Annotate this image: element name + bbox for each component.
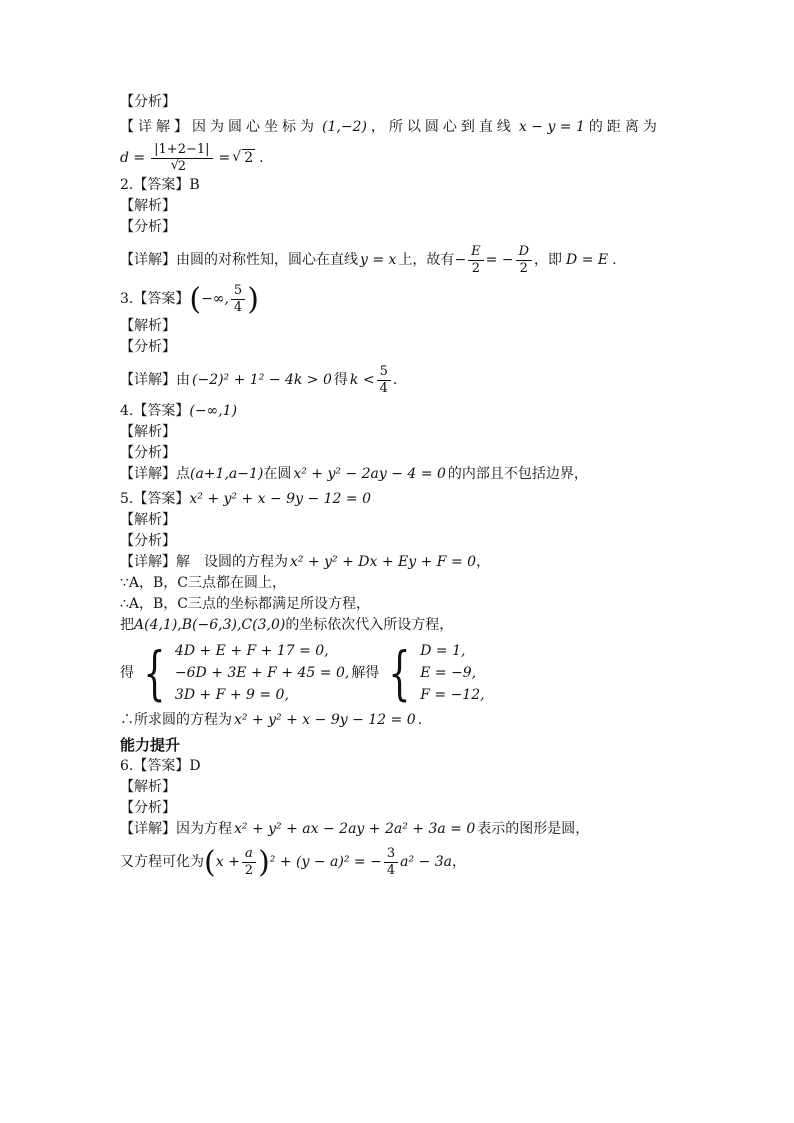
text-line <box>120 422 680 443</box>
answer-label: 3.【答案】 <box>120 291 190 307</box>
math: x² + y² + Dx + Ey + F = 0 <box>290 554 477 570</box>
label-solution: 【解析】 <box>120 424 176 440</box>
brace: { <box>143 639 166 707</box>
math: A(4,1),B(−6,3),C(3,0) <box>134 617 286 633</box>
text: 的距离为 <box>588 119 661 135</box>
numerator: |1+2−1| <box>151 142 212 159</box>
text-line <box>120 756 680 777</box>
text-line <box>120 316 680 337</box>
text: . <box>612 252 617 268</box>
text: 【详解】由 <box>120 372 190 388</box>
math: − <box>454 252 467 268</box>
section-title: 能力提升 <box>120 736 181 754</box>
label-analysis: 【分析】 <box>120 445 176 461</box>
math: (−2)² + 1² − 4k > 0 <box>192 372 332 388</box>
label-analysis: 【分析】 <box>120 94 176 110</box>
math: x + <box>215 854 240 870</box>
answer-line: 2.【答案】B <box>120 177 200 193</box>
math: y = x <box>360 252 397 268</box>
system-right <box>379 640 484 706</box>
text: 上，故有 <box>398 252 455 268</box>
radicand: 2 <box>244 150 254 166</box>
text-line <box>120 510 680 531</box>
section-heading <box>120 735 680 756</box>
text-line <box>120 594 680 615</box>
equation: −6D + 3E + F + 45 = 0, <box>174 665 350 681</box>
text-line <box>120 615 680 636</box>
equation: F = −12, <box>420 687 485 703</box>
system-rows <box>175 640 349 706</box>
math: k < <box>349 372 375 388</box>
fraction <box>231 283 245 316</box>
math: x² + y² + x − 9y − 12 = 0 <box>189 491 371 507</box>
text-line <box>120 531 680 552</box>
numerator: 5 <box>377 364 391 381</box>
math: x² + y² + x − 9y − 12 = 0 <box>234 712 416 728</box>
text-line <box>120 283 680 316</box>
equation: 4D + E + F + 17 = 0, <box>174 643 329 659</box>
text: ， <box>476 554 491 570</box>
text-line <box>120 92 680 113</box>
text-line <box>120 798 680 819</box>
system-left <box>134 640 349 706</box>
label-solution: 【解析】 <box>120 512 176 528</box>
fraction <box>468 244 484 277</box>
denominator: 2 <box>244 863 254 878</box>
text: ∴A，B，C三点的坐标都满足所设方程， <box>120 596 371 612</box>
equation: E = −9, <box>420 665 477 681</box>
text-line <box>120 175 680 196</box>
equation: 3D + F + 9 = 0, <box>174 687 289 703</box>
label-analysis: 【分析】 <box>120 533 176 549</box>
label-solution: 【解析】 <box>120 198 176 214</box>
fraction <box>377 364 391 397</box>
math: (a+1,a−1) <box>190 466 264 482</box>
equation-system <box>120 640 680 706</box>
text: ∴所求圆的方程为 <box>120 712 232 728</box>
text: 表示的图形是圆， <box>477 821 590 837</box>
text-line <box>120 364 680 397</box>
denominator: 2 <box>519 261 528 276</box>
numerator: 5 <box>231 283 245 300</box>
system-rows <box>420 640 484 706</box>
text: 【详解】因为圆心坐标为 <box>120 119 318 135</box>
text-line <box>120 777 680 798</box>
math: D = E <box>566 252 609 268</box>
text: ∵A，B，C三点都在圆上， <box>120 575 287 591</box>
fraction <box>151 142 212 175</box>
answer-label: 4.【答案】 <box>120 403 190 419</box>
text: 的坐标依次代入所设方程， <box>285 617 454 633</box>
answer-line: 6.【答案】D <box>120 758 201 774</box>
numerator: D <box>516 244 532 261</box>
text: . <box>259 150 264 166</box>
math: ² + (y − a)² = − <box>269 854 382 870</box>
math: −∞, <box>201 291 229 307</box>
math: a² − 3a <box>400 854 452 870</box>
math: x − y = 1 <box>518 119 585 135</box>
text: 在圆 <box>263 466 292 482</box>
text-line <box>120 552 680 573</box>
fraction <box>384 846 398 879</box>
denominator: 2 <box>471 261 481 276</box>
numerator: a <box>242 846 256 863</box>
label-analysis: 【分析】 <box>120 339 176 355</box>
text-line <box>120 846 680 879</box>
label-solution: 【解析】 <box>120 779 176 795</box>
text-line <box>120 443 680 464</box>
paren-left: ( <box>189 281 202 317</box>
text-line <box>120 401 680 422</box>
text: ， <box>451 854 466 870</box>
label-analysis: 【分析】 <box>120 800 176 816</box>
text: 得 <box>120 664 134 681</box>
text: 得 <box>333 372 348 388</box>
text: ，所以圆心到直线 <box>370 119 515 135</box>
denominator: 4 <box>379 381 388 396</box>
text: 又方程可化为 <box>120 854 204 870</box>
text: 【详解】由圆的对称性知，圆心在直线 <box>120 252 358 268</box>
text: ，即 <box>534 252 563 268</box>
radicand: 2 <box>177 159 186 174</box>
text: 【详解】解 设圆的方程为 <box>120 554 288 570</box>
math: x² + y² − 2ay − 4 = 0 <box>293 466 446 482</box>
solution-content <box>120 92 680 879</box>
text-line <box>120 573 680 594</box>
text-line <box>120 117 680 138</box>
text-line <box>120 710 680 731</box>
paren-right: ) <box>247 281 259 317</box>
label-analysis: 【分析】 <box>120 219 176 235</box>
denominator: 4 <box>233 300 243 315</box>
text-line <box>120 196 680 217</box>
numerator: E <box>468 244 484 261</box>
text-line <box>120 337 680 358</box>
label-solution: 【解析】 <box>120 318 176 334</box>
text-line <box>120 819 680 840</box>
text-line <box>120 464 680 485</box>
text: 把 <box>120 617 134 633</box>
math: (−∞,1) <box>189 403 238 419</box>
paren-left: ( <box>204 844 216 880</box>
text: . <box>417 712 423 728</box>
numerator: 3 <box>384 846 398 863</box>
paren-right: ) <box>258 844 270 880</box>
math: x² + y² + ax − 2ay + 2a² + 3a = 0 <box>234 821 476 837</box>
sqrt <box>234 148 255 169</box>
fraction <box>516 244 532 277</box>
text-line <box>120 244 680 277</box>
math: d = <box>120 150 146 166</box>
text: 【详解】因为方程 <box>120 821 232 837</box>
text-line <box>120 489 680 510</box>
math: = − <box>485 252 514 268</box>
text: 的内部且不包括边界， <box>447 466 588 482</box>
denominator: 4 <box>386 863 396 878</box>
answer-label: 5.【答案】 <box>120 491 190 507</box>
text: . <box>392 372 398 388</box>
math: (1,−2) <box>322 119 367 135</box>
equation: D = 1, <box>420 643 466 659</box>
brace: { <box>388 639 411 707</box>
fraction <box>242 846 256 879</box>
math: = <box>218 150 231 166</box>
text-line <box>120 217 680 238</box>
text: 【详解】点 <box>120 466 190 482</box>
denominator <box>173 159 191 175</box>
text-line <box>120 142 680 175</box>
text: 解得 <box>351 664 380 681</box>
